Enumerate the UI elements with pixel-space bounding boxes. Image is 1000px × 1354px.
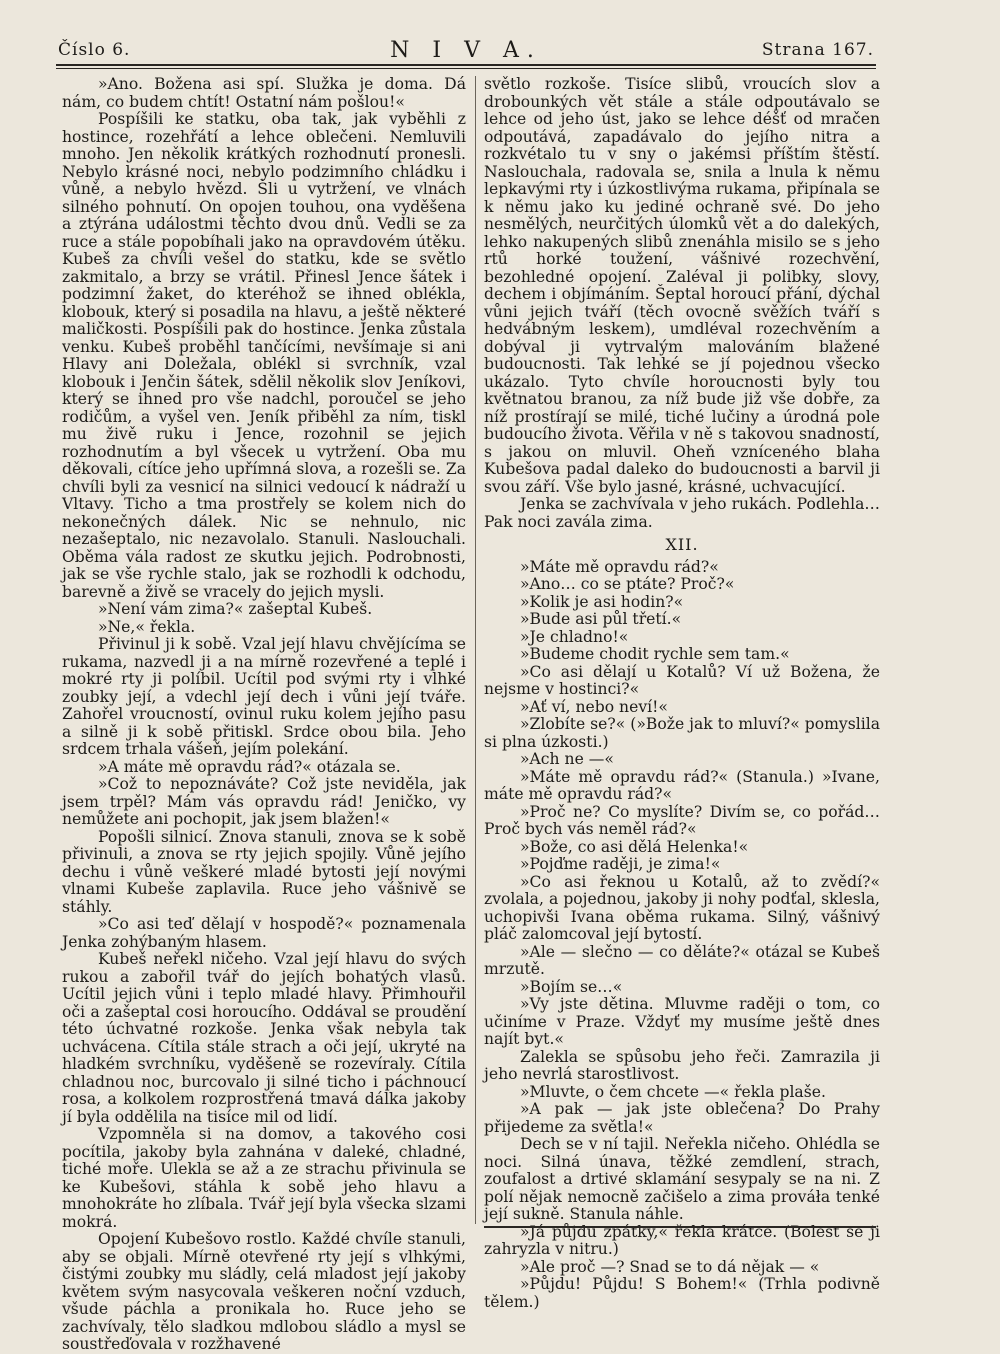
paragraph: »Máte mě opravdu rád?« (Stanula.) »Ivane, máte mě opravdu rád?«: [484, 767, 880, 803]
paragraph: Dech se v ní tajil. Neřekla ničeho. Ohlédla se noci. Silná únava, těžké zemdlení, strach, zoufalost a drtivé sklamání sesypaly se na ni. Z polí nějak nemocně začišelo a zima prováła tenké její sukně. Stanula náhle.: [484, 1135, 880, 1223]
paragraph: Pospíšili ke statku, oba tak, jak vyběhli z hostince, rozehřátí a lehce oblečeni. Nemluvili mnoho. Jen několik krátkých rozhodnutí pronesli. Nebylo krásné noci, nebylo podzimního chládku i vůně, a nebylo hvězd. Šli u vytržení, ve vlnách silného pohnutí. On opojen touhou, ona vyděšena a ztýrána událostmi těchto dvou dnů. Vedli se za ruce a stále popobíhali jako na opravdovém útěku. Kubeš za chvíli vešel do statku, kde se světlo zakmitalo, a brzy se vrátil. Přinesl Jence šátek i podzimní žaket, do kteréhož se ihned oblékla, klobouk, který si posadila na hlavu, a ještě některé maličkosti. Pospíšili pak do hostince. Jenka zůstala venku. Kubeš proběhl tančícími, nevšímaje si ani Hlavy ani Doležala, oblékl si svrchník, vzal klobouk i Jenčin šátek, sdělil několik slov Jeníkovi, který se ihned pro vše nadchl, poroučel se jeho rodičům, a vyšel ven. Jeník přiběhl za ním, tiskl mu živě ruku i Jence, rozohnil se jejich rozhodnutím a byl všecek u vytržení. Oba mu děkovali, cítíce jeho upřímná slova, a rozešli se. Za chvíli byli za vesnicí na silnici vedoucí k nádraží u Vltavy. Ticho a tma prostřely se kolem nich do nekonečných dálek. Nic se nehnulo, nic nezašeptalo, nic nezavolalo. Stanuli. Naslouchali. Oběma vála radost ze skutku jejich. Podrobnosti, jak se vše rychle stalo, jak se rozhodli k odchodu, barevně a živě se vracely do jejich mysli.: [62, 110, 466, 601]
paragraph: »A pak — jak jste oblečena? Do Prahy přijedeme za světla!«: [484, 1100, 880, 1136]
footer-rule: [484, 1226, 876, 1228]
paragraph: »Není vám zima?« zašeptal Kubeš.: [98, 600, 373, 618]
paragraph: »Ať ví, nebo neví!«: [520, 697, 668, 716]
issue-number: Číslo 6.: [58, 40, 131, 60]
paragraph: »Co asi dělají u Kotalů? Ví už Božena, že nejsme v hostinci?«: [484, 662, 880, 698]
paragraph: »Ale — slečno — co děláte?« otázal se Kubeš mrzutě.: [484, 942, 880, 978]
right-column: [484, 76, 880, 1311]
paragraph: »Proč ne? Co myslíte? Divím se, co pořád… Proč bych vás neměl rád?«: [484, 802, 880, 838]
paragraph: »Bude asi půl třetí.«: [520, 610, 682, 628]
section-heading: XII.: [665, 535, 699, 554]
paragraph: »Vy jste dětina. Mluvme raději o tom, co učiníme v Praze. Vždyť my musíme ještě dnes najít byt.«: [484, 995, 880, 1048]
paragraph: »Budeme chodit rychle sem tam.«: [520, 645, 790, 663]
paragraph: »Je chladno!«: [520, 627, 629, 646]
paragraph: Vzpomněla si na domov, a takového cosi pocítila, jakoby byla zahnána v daleké, chladné, tiché moře. Ulekla se až a ze strachu přivinula se ke Kubešovi, stáhla k sobě jeho hlavu a mnohokráte ho zlíbala. Tvář její byla všecka slzami mokrá.: [62, 1125, 466, 1231]
paragraph: »Zlobíte se?« (»Bože jak to mluví?« pomyslila si plna úzkosti.): [484, 715, 880, 751]
paragraph: »Ale proč —? Snad se to dá nějak — «: [520, 1257, 820, 1276]
paragraph: světlo rozkoše. Tisíce slibů, vroucích slov a drobounkých vět stále a stále odpoutávalo se lehce od jeho úst, jako se lehce déšť od mračen odpoutává, zapadávalo do jejího nitra a rozkvétalo tu v sny o jakémsi příštím štěstí. Naslouchala, radovala se, snila a lnula k němu lepkavými rty i úzkostlivýma rukama, připínala se k němu jako ku jediné ochraně své. Do jeho nesmělých, neurčitých úlomků vět a do dalekých, lehko nakupených slibů znenáhla misilo se s jeho rtů horké toužení, vášnivé rozechvění, bezohledné opojení. Zaléval ji polibky, slovy, dechem i objímáním. Šeptal horoucí přání, dýchal vůni jejich tváří (těch ovocně svěžích tváří s hedvábným leskem), umdléval rozechvěním a dobýval ji vytrvalým malováním blažené budoucnosti. Tak lehké se jí pojednou všecko ukázalo. Tyto chvíle horoucnosti byly tou květnatou branou, za níž bude již vše dobře, za níž prostírají se milé, tiché lučiny a úrodná pole budoucího života. Věřila v ně s takovou snadností, s jakou on mluvil. Oheň vzníceného blaha Kubešova padal daleko do budoucnosti a barvil ji svou září. Vše bylo jasné, krásné, uchvacující.: [484, 75, 880, 496]
paragraph: Jenka se zachvívala v jeho rukách. Podlehla… Pak noci zavála zima.: [484, 495, 880, 531]
paragraph: »Ne,« řekla.: [98, 617, 196, 636]
paragraph: Zalekla se spůsobu jeho řeči. Zamrazila ji jeho nevrlá starostlivost.: [484, 1047, 880, 1083]
paragraph: Popošli silnicí. Znova stanuli, znova se k sobě přivinuli, a znova se rty jejich spojily. Vůně jejího dechu i vůně veškeré mladé bytosti její novými vlnami Kubeše zaplavila. Ruce jeho vášnivě se stáhly.: [62, 827, 466, 916]
paragraph: Přivinul ji k sobě. Vzal její hlavu chvějícíma se rukama, nazvedl ji a na mírně rozevřené a teplé i mokré rty ji políbil. Ucítil pod svými rty i vlhké zoubky její, a vdechl její dech i vůni její tváře. Zahořel vroucností, ovinul ruku kolem jejího pasu a silně ji k sobě přitiskl. Srdce obou bila. Jeho srdcem trhala vášeň, jejím polekání.: [62, 635, 466, 758]
paragraph: »Co asi teď dělají v hospodě?« poznamenala Jenka zohýbaným hlasem.: [62, 915, 466, 951]
page-number: Strana 167.: [761, 40, 874, 60]
paragraph: »Ano. Božena asi spí. Služka je doma. Dá nám, co budem chtít! Ostatní nám pošlou!«: [62, 75, 466, 111]
paragraph: »Což to nepoznáváte? Což jste neviděla, jak jsem trpěl? Mám vás opravdu rád! Jeničko, vy nemůžete ani pochopit, jak jsem blažen!«: [62, 775, 466, 828]
paragraph: »Pojďme raději, je zima!«: [520, 855, 721, 873]
journal-title: N I V A.: [390, 38, 542, 63]
paragraph: Opojení Kubešovo rostlo. Každé chvíle stanuli, aby se objali. Mírně otevřené rty její s vlhkými, čistými zoubky mu sládly, celá mladost její jakoby květem svým nasycovala veškeren noční vzduch, všude páchla a pronikala ho. Ruce jeho se zachvívaly, tělo sladkou mdlobou sládlo a mysl se soustřeďovala v rozžhavené: [62, 1230, 466, 1353]
paragraph: »Ano… co se ptáte? Proč?«: [520, 575, 735, 593]
paragraph: »Mluvte, o čem chcete —« řekla plaše.: [520, 1082, 826, 1101]
paragraph: »A máte mě opravdu rád?« otázala se.: [98, 757, 401, 776]
page-header: [58, 36, 874, 66]
column-divider: [475, 76, 476, 1224]
paragraph: »Máte mě opravdu rád?«: [520, 557, 719, 576]
paragraph: »Půjdu! Půjdu! S Bohem!« (Trhla podivně tělem.): [484, 1275, 880, 1311]
paragraph: »Kolik je asi hodin?«: [520, 592, 684, 611]
paragraph: »Ach ne —«: [520, 750, 614, 768]
paragraph: »Já půjdu zpátky,« řekla krátce. (Bolest se ji zahryzla v nitru.): [484, 1222, 880, 1258]
paragraph: »Co asi řeknou u Kotalů, až to zvědí?« zvolala, a pojednou, jakoby ji nohy podťal, sklesla, uchopivši Ivana oběma rukama. Silný, vášnivý pláč zalomcoval její bytostí.: [484, 872, 880, 943]
paragraph: »Bože, co asi dělá Helenka!«: [520, 837, 749, 856]
left-column: [62, 76, 466, 1354]
header-rule-thin: [56, 68, 876, 69]
header-rule: [56, 64, 876, 66]
paragraph: »Bojím se…«: [520, 977, 623, 996]
paragraph: Kubeš neřekl ničeho. Vzal její hlavu do svých rukou a zabořil tvář do jejích bohatých vlasů. Ucítil jejich vůni i teplo mladé hlavy. Přimhouřil oči a zašeptal cosi horoucího. Oddával se proudění této úchvatné rozkoše. Jenka však nebyla tak uchvácena. Cítila stále strach a oči její, ukryté na hladkém svrchníku, vyděšeně se rozevíraly. Cítila chladnou noc, burcovalo ji silné ticho i páchnoucí rosa, a kolkolem rozprostřená tmavá dálka jakoby jí byla oddělila na tisíce mil od lidí.: [62, 950, 466, 1126]
